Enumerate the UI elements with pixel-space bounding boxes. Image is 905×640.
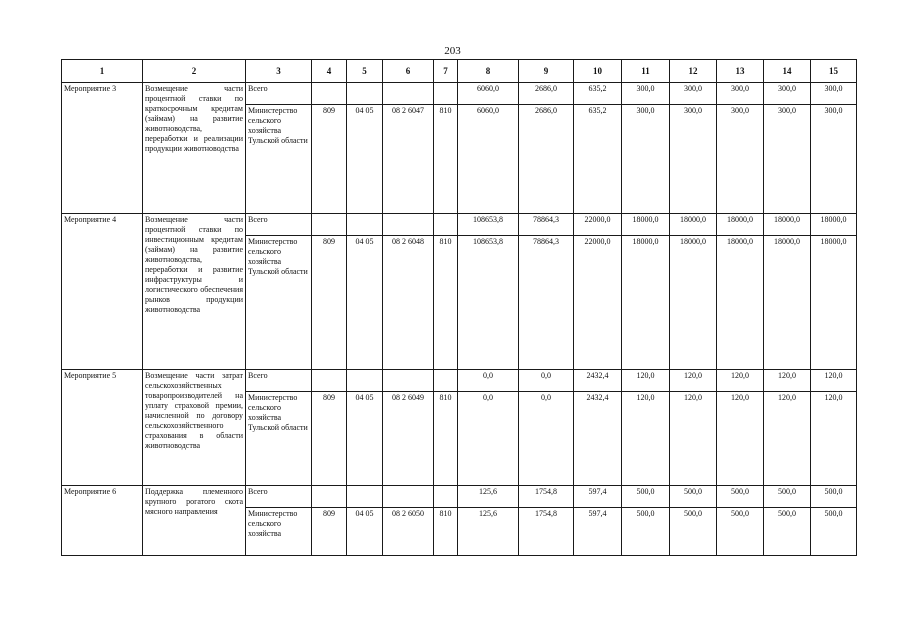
- measure-name: Мероприятие 5: [62, 370, 143, 486]
- value-cell: 1754,8: [519, 486, 574, 508]
- column-header-9: 9: [519, 60, 574, 83]
- value-cell: 125,6: [458, 508, 519, 556]
- column-header-11: 11: [622, 60, 670, 83]
- code-cell-c4: 809: [312, 392, 347, 486]
- executor-cell: Министерство сельского хозяйства Тульской области: [246, 392, 312, 486]
- value-cell: 18000,0: [764, 214, 811, 236]
- value-cell: 300,0: [811, 105, 857, 214]
- value-cell: 120,0: [622, 370, 670, 392]
- code-cell-c4: 809: [312, 508, 347, 556]
- code-cell-c7: [434, 83, 458, 105]
- value-cell: 500,0: [811, 508, 857, 556]
- value-cell: 18000,0: [622, 236, 670, 370]
- value-cell: 18000,0: [717, 214, 764, 236]
- column-header-14: 14: [764, 60, 811, 83]
- code-cell-c4: [312, 370, 347, 392]
- value-cell: 6060,0: [458, 83, 519, 105]
- value-cell: 1754,8: [519, 508, 574, 556]
- measure-description: Возмещение части процентной ставки по инвестиционным кредитам (займам) на развитие животноводства, переработки и развитие инфраструктуры и логистического обеспечения рынков продукции животноводства: [143, 214, 246, 370]
- executor-cell: Министерство сельского хозяйства: [246, 508, 312, 556]
- value-cell: 120,0: [622, 392, 670, 486]
- table-row: [62, 83, 857, 105]
- value-cell: 300,0: [622, 105, 670, 214]
- code-cell-c7: 810: [434, 392, 458, 486]
- value-cell: 300,0: [670, 105, 717, 214]
- executor-cell: Всего: [246, 214, 312, 236]
- value-cell: 0,0: [519, 392, 574, 486]
- measure-description: Поддержка племенного крупного рогатого скота мясного направления: [143, 486, 246, 556]
- value-cell: 18000,0: [670, 236, 717, 370]
- code-cell-c6: [383, 83, 434, 105]
- value-cell: 300,0: [622, 83, 670, 105]
- code-cell-c4: 809: [312, 236, 347, 370]
- value-cell: 300,0: [811, 83, 857, 105]
- code-cell-c7: 810: [434, 236, 458, 370]
- column-header-7: 7: [434, 60, 458, 83]
- column-header-8: 8: [458, 60, 519, 83]
- value-cell: 18000,0: [764, 236, 811, 370]
- executor-cell: Министерство сельского хозяйства Тульской области: [246, 105, 312, 214]
- value-cell: 0,0: [458, 370, 519, 392]
- value-cell: 500,0: [764, 486, 811, 508]
- value-cell: 6060,0: [458, 105, 519, 214]
- value-cell: 635,2: [574, 105, 622, 214]
- code-cell-c5: 04 05: [347, 236, 383, 370]
- code-cell-c5: [347, 214, 383, 236]
- column-header-15: 15: [811, 60, 857, 83]
- value-cell: 18000,0: [622, 214, 670, 236]
- value-cell: 120,0: [670, 370, 717, 392]
- value-cell: 0,0: [458, 392, 519, 486]
- value-cell: 78864,3: [519, 214, 574, 236]
- code-cell-c7: 810: [434, 508, 458, 556]
- measure-name: Мероприятие 4: [62, 214, 143, 370]
- column-header-13: 13: [717, 60, 764, 83]
- column-header-5: 5: [347, 60, 383, 83]
- code-cell-c7: [434, 370, 458, 392]
- code-cell-c4: 809: [312, 105, 347, 214]
- code-cell-c5: 04 05: [347, 105, 383, 214]
- table-row: [62, 370, 857, 392]
- table-row: [62, 214, 857, 236]
- value-cell: 2432,4: [574, 370, 622, 392]
- code-cell-c6: 08 2 6049: [383, 392, 434, 486]
- value-cell: 300,0: [764, 83, 811, 105]
- value-cell: 18000,0: [717, 236, 764, 370]
- value-cell: 597,4: [574, 486, 622, 508]
- value-cell: 22000,0: [574, 214, 622, 236]
- code-cell-c6: [383, 214, 434, 236]
- header-row: [62, 60, 857, 83]
- code-cell-c4: [312, 83, 347, 105]
- value-cell: 18000,0: [811, 236, 857, 370]
- executor-cell: Всего: [246, 486, 312, 508]
- measure-description: Возмещение части затрат сельскохозяйственных товаропроизводителей на уплату страховой премии, начисленной по договору сельскохозяйственного страхования в области животноводства: [143, 370, 246, 486]
- value-cell: 500,0: [670, 486, 717, 508]
- column-header-3: 3: [246, 60, 312, 83]
- value-cell: 2686,0: [519, 83, 574, 105]
- value-cell: 120,0: [717, 392, 764, 486]
- code-cell-c5: [347, 370, 383, 392]
- value-cell: 120,0: [764, 392, 811, 486]
- value-cell: 300,0: [670, 83, 717, 105]
- executor-cell: Министерство сельского хозяйства Тульской области: [246, 236, 312, 370]
- column-header-10: 10: [574, 60, 622, 83]
- code-cell-c6: 08 2 6047: [383, 105, 434, 214]
- value-cell: 500,0: [717, 486, 764, 508]
- code-cell-c6: 08 2 6048: [383, 236, 434, 370]
- executor-cell: Всего: [246, 83, 312, 105]
- code-cell-c7: 810: [434, 105, 458, 214]
- value-cell: 108653,8: [458, 236, 519, 370]
- value-cell: 2686,0: [519, 105, 574, 214]
- code-cell-c5: [347, 83, 383, 105]
- value-cell: 500,0: [622, 508, 670, 556]
- value-cell: 300,0: [717, 105, 764, 214]
- value-cell: 635,2: [574, 83, 622, 105]
- code-cell-c7: [434, 214, 458, 236]
- value-cell: 500,0: [622, 486, 670, 508]
- measure-name: Мероприятие 3: [62, 83, 143, 214]
- measure-description: Возмещение части процентной ставки по краткосрочным кредитам (займам) на развитие животноводства, переработки и реализации продукции животноводства: [143, 83, 246, 214]
- column-header-12: 12: [670, 60, 717, 83]
- value-cell: 300,0: [764, 105, 811, 214]
- value-cell: 500,0: [717, 508, 764, 556]
- value-cell: 500,0: [670, 508, 717, 556]
- code-cell-c4: [312, 486, 347, 508]
- value-cell: 500,0: [764, 508, 811, 556]
- value-cell: 120,0: [811, 370, 857, 392]
- code-cell-c5: 04 05: [347, 392, 383, 486]
- value-cell: 18000,0: [811, 214, 857, 236]
- table-row: [62, 486, 857, 508]
- value-cell: 125,6: [458, 486, 519, 508]
- value-cell: 120,0: [717, 370, 764, 392]
- column-header-2: 2: [143, 60, 246, 83]
- code-cell-c5: [347, 486, 383, 508]
- code-cell-c6: 08 2 6050: [383, 508, 434, 556]
- value-cell: 500,0: [811, 486, 857, 508]
- value-cell: 120,0: [764, 370, 811, 392]
- column-header-6: 6: [383, 60, 434, 83]
- value-cell: 22000,0: [574, 236, 622, 370]
- code-cell-c6: [383, 370, 434, 392]
- page-number: 203: [444, 45, 461, 57]
- program-table: [61, 59, 857, 556]
- code-cell-c7: [434, 486, 458, 508]
- code-cell-c5: 04 05: [347, 508, 383, 556]
- executor-cell: Всего: [246, 370, 312, 392]
- column-header-1: 1: [62, 60, 143, 83]
- value-cell: 120,0: [670, 392, 717, 486]
- measure-name: Мероприятие 6: [62, 486, 143, 556]
- code-cell-c4: [312, 214, 347, 236]
- column-header-4: 4: [312, 60, 347, 83]
- value-cell: 300,0: [717, 83, 764, 105]
- value-cell: 597,4: [574, 508, 622, 556]
- value-cell: 120,0: [811, 392, 857, 486]
- value-cell: 108653,8: [458, 214, 519, 236]
- value-cell: 78864,3: [519, 236, 574, 370]
- value-cell: 0,0: [519, 370, 574, 392]
- value-cell: 2432,4: [574, 392, 622, 486]
- value-cell: 18000,0: [670, 214, 717, 236]
- code-cell-c6: [383, 486, 434, 508]
